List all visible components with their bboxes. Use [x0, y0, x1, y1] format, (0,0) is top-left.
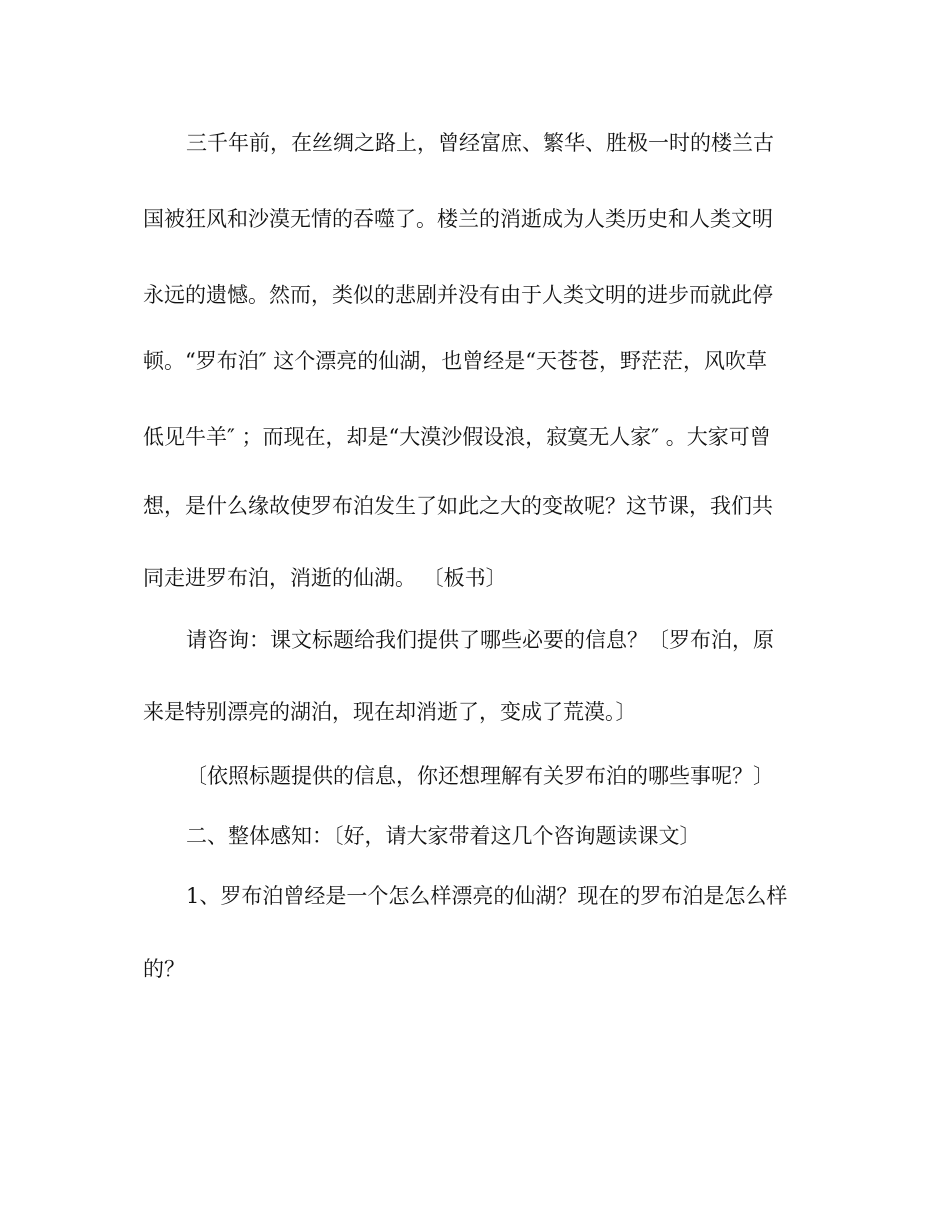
paragraph-line: 顿。“罗布泊″ 这个漂亮的仙湖，也曾经是“天苍苍，野茫茫，风吹草: [143, 349, 767, 373]
paragraph-line: 的？: [143, 957, 185, 981]
paragraph-line: 同走进罗布泊，消逝的仙湖。 〔板书〕: [143, 566, 507, 590]
paragraph-line: 想，是什么缘故使罗布泊发生了如此之大的变故呢？这节课，我们共: [143, 494, 773, 518]
paragraph-line: 请咨询：课文标题给我们提供了哪些必要的信息？〔罗布泊，原: [186, 628, 774, 652]
paragraph-line: 1、罗布泊曾经是一个怎么样漂亮的仙湖？现在的罗布泊是怎么样: [186, 884, 788, 908]
paragraph-line: 国被狂风和沙漠无情的吞噬了。楼兰的消逝成为人类历史和人类文明: [143, 207, 773, 231]
paragraph-line: 低见牛羊″ ；而现在，却是“大漠沙假设浪，寂寞无人家″ 。大家可曾: [143, 425, 771, 449]
paragraph-line: 永远的遗憾。然而，类似的悲剧并没有由于人类文明的进步而就此停: [143, 283, 773, 307]
paragraph-line: 来是特别漂亮的湖泊，现在却消逝了，变成了荒漠。〕: [143, 700, 637, 724]
paragraph-line: 三千年前，在丝绸之路上，曾经富庶、繁华、胜极一时的楼兰古: [186, 131, 774, 155]
paragraph-line: 〔依照标题提供的信息，你还想理解有关罗布泊的哪些事呢？〕: [186, 764, 774, 788]
paragraph-line: 二、整体感知：〔好，请大家带着这几个咨询题读课文〕: [186, 824, 701, 848]
